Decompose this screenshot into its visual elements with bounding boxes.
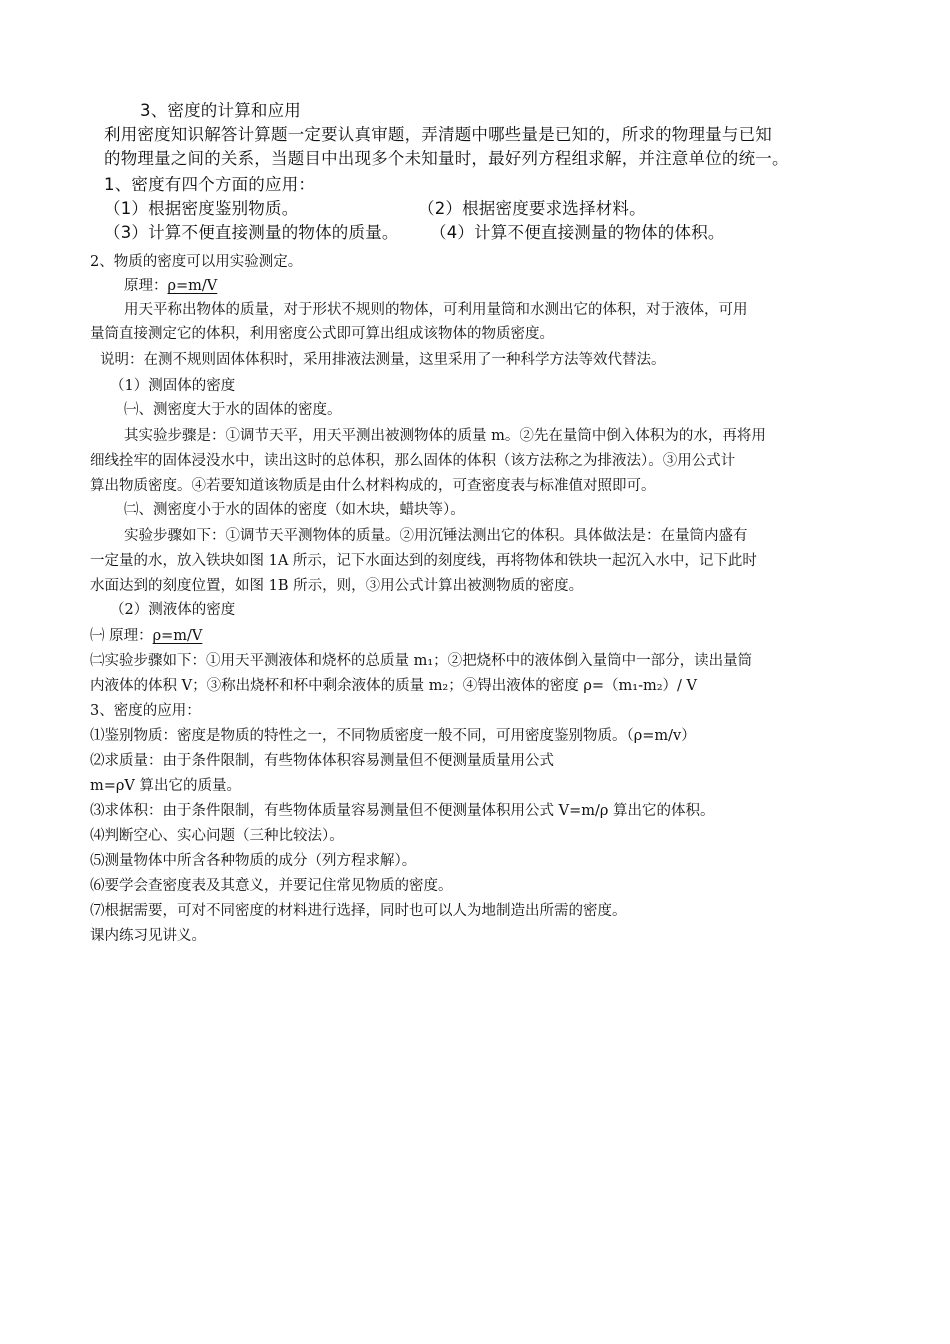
solid-dense-step-3: 算出物质密度。④若要知道该物质是由什么材料构成的，可查密度表与标准值对照即可。 xyxy=(90,478,656,494)
use-item-7: ⑺根据需要，可对不同密度的材料进行选择，同时也可以人为地制造出所需的密度。 xyxy=(90,903,627,919)
use-item-2-cont: m=ρV 算出它的质量。 xyxy=(90,778,242,794)
intro-line-1: 利用密度知识解答计算题一定要认真审题，弄清题中哪些量是已知的，所求的物理量与已知 xyxy=(104,125,772,144)
uses-heading: 3、密度的应用： xyxy=(90,703,201,719)
section-title: 3、密度的计算和应用 xyxy=(140,101,301,120)
liquid-principle-formula: ρ=m/V xyxy=(152,628,203,644)
liquid-principle-line xyxy=(90,626,202,646)
application-2: （2）根据密度要求选择材料。 xyxy=(418,199,646,218)
use-item-4: ⑷判断空心、实心问题（三种比较法）。 xyxy=(90,828,344,844)
application-1: （1）根据密度鉴别物质。 xyxy=(104,199,299,218)
use-item-5: ⑸测量物体中所含各种物质的成分（列方程求解）。 xyxy=(90,853,417,869)
solid-light-step-1: 实验步骤如下：①调节天平测物体的质量。②用沉锤法测出它的体积。具体做法是：在量筒内盛有 xyxy=(124,528,748,544)
application-4: （4）计算不便直接测量的物体的体积。 xyxy=(430,223,725,242)
use-item-6: ⑹要学会查密度表及其意义，并要记住常见物质的密度。 xyxy=(90,878,453,894)
principle-formula: ρ=m/V xyxy=(167,278,218,294)
principle-line xyxy=(124,276,217,296)
experiment-desc-2: 量筒直接测定它的体积，利用密度公式即可算出组成该物体的物质密度。 xyxy=(90,326,554,342)
intro-line-2: 的物理量之间的关系，当题目中出现多个未知量时，最好列方程组求解，并注意单位的统一。 xyxy=(104,149,789,168)
applications-heading: 1、密度有四个方面的应用： xyxy=(104,175,316,194)
experiment-heading: 2、物质的密度可以用实验测定。 xyxy=(90,254,303,270)
experiment-note: 说明：在测不规则固体体积时，采用排液法测量，这里采用了一种科学方法等效代替法。 xyxy=(100,352,666,368)
use-item-1: ⑴鉴别物质：密度是物质的特性之一，不同物质密度一般不同，可用密度鉴别物质。（ρ=m/v） xyxy=(90,728,696,744)
solid-heading: （1）测固体的密度 xyxy=(110,378,236,394)
application-3: （3）计算不便直接测量的物体的质量。 xyxy=(104,223,399,242)
experiment-desc-1: 用天平称出物体的质量，对于形状不规则的物体，可利用量筒和水测出它的体积，对于液体，可用 xyxy=(124,302,748,318)
footer-note: 课内练习见讲义。 xyxy=(90,928,206,944)
liquid-principle-label: ㈠ 原理： xyxy=(90,628,153,644)
solid-light-step-2: 一定量的水，放入铁块如图 1A 所示，记下水面达到的刻度线，再将物体和铁块一起沉入水中，记下此时 xyxy=(90,553,757,569)
solid-dense-step-2: 细线拴牢的固体浸没水中，读出这时的总体积，那么固体的体积（该方法称之为排液法）。③用公式计 xyxy=(90,453,736,469)
solid-dense-heading: ㈠、测密度大于水的固体的密度。 xyxy=(124,402,342,418)
solid-dense-step-1: 其实验步骤是：①调节天平，用天平测出被测物体的质量 m。②先在量筒中倒入体积为的水，再将用 xyxy=(124,428,766,444)
liquid-step-1: ㈡实验步骤如下：①用天平测液体和烧杯的总质量 m₁；②把烧杯中的液体倒入量筒中一部分，读出量筒 xyxy=(90,653,753,669)
liquid-heading: （2）测液体的密度 xyxy=(110,602,236,618)
solid-light-heading: ㈡、测密度小于水的固体的密度（如木块，蜡块等）。 xyxy=(124,502,465,518)
solid-light-step-3: 水面达到的刻度位置，如图 1B 所示，则，③用公式计算出被测物质的密度。 xyxy=(90,578,584,594)
liquid-step-2: 内液体的体积 V；③称出烧杯和杯中剩余液体的质量 m₂；④锝出液体的密度 ρ=（m₁-m₂）/ V xyxy=(90,678,698,694)
use-item-3: ⑶求体积：由于条件限制，有些物体质量容易测量但不便测量体积用公式 V=m/ρ 算出它的体积。 xyxy=(90,803,715,819)
use-item-2: ⑵求质量：由于条件限制，有些物体体积容易测量但不便测量质量用公式 xyxy=(90,753,554,769)
principle-label: 原理： xyxy=(124,278,168,294)
